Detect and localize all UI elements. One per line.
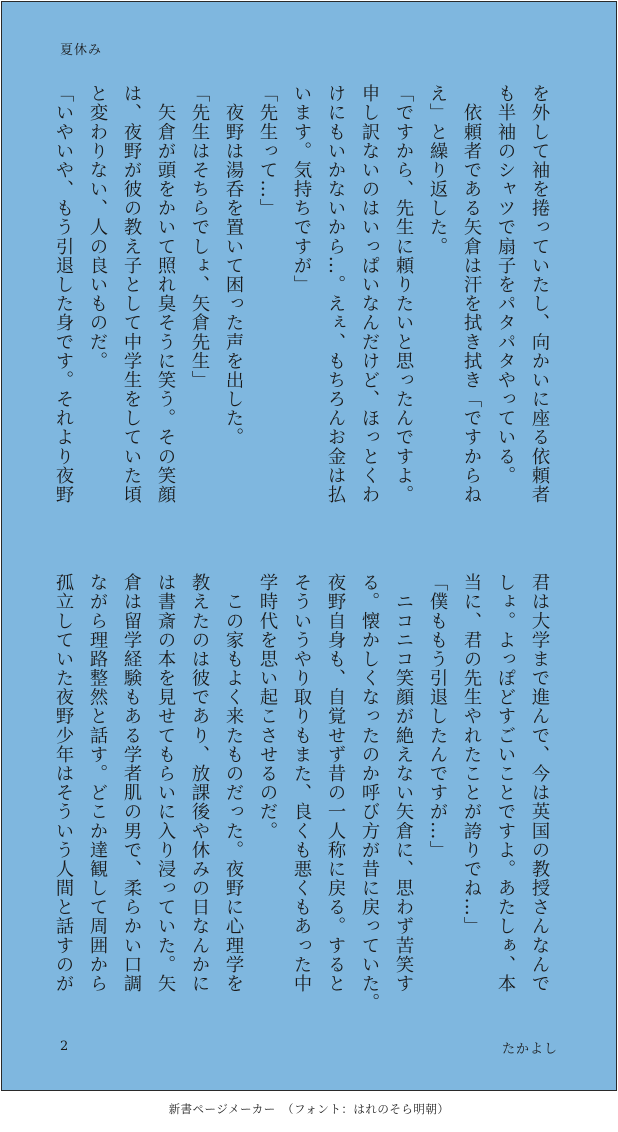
text-column: を外して袖を捲っていたし、向かいに座る依頼者 [529, 84, 550, 504]
page-number: 2 [60, 1039, 69, 1054]
text-column: しょ。よっぽどすごいことですよ。あたしぁ、本 [495, 573, 516, 993]
text-column: え」と繰り返した。 [427, 84, 448, 256]
text-column: 当に、君の先生やれたことが誇りでね…」 [461, 573, 482, 936]
text-column: 「僕ももう引退したんですが…」 [427, 573, 448, 860]
text-column: けにもいかないから…。えぇ、もちろんお金は払 [325, 84, 346, 504]
book-page [1, 1, 617, 1091]
text-column: 「ですから、先生に頼りたいと思ったんですよ。 [393, 84, 414, 504]
text-column: 「先生はそちらでしょ、矢倉先生」 [189, 84, 210, 390]
text-column: います。気持ちですが」 [291, 84, 312, 294]
text-column: 「いやいや、もう引退した身です。それより夜野 [53, 84, 74, 504]
text-column: ニコニコ笑顔が絶えない矢倉に、思わず苦笑す [393, 573, 414, 993]
text-column: は、夜野が彼の教え子として中学生をしていた頃 [121, 84, 142, 504]
text-column: 「先生って…」 [257, 84, 278, 218]
text-column: 教えたのは彼であり、放課後や休みの日なんかに [189, 573, 210, 993]
text-column: 倉は留学経験もある学者肌の男で、柔らかい口調 [121, 573, 142, 993]
text-column: この家もよく来たものだった。夜野に心理学を [223, 573, 244, 993]
generator-caption: 新書ページメーカー （フォント：はれのそら明朝） [168, 1102, 450, 1116]
text-column: 依頼者である矢倉は汗を拭き拭き「ですからね [461, 84, 482, 504]
author-name: たかよし [501, 1042, 558, 1057]
text-column: そういうやり取りもまた、良くも悪くもあった中 [291, 573, 312, 993]
text-column: 夜野は湯呑を置いて困った声を出した。 [223, 84, 244, 447]
text-column: 申し訳ないのはいっぱいなんだけど、ほっとくわ [359, 84, 380, 504]
text-column: 矢倉が頭をかいて照れ臭そうに笑う。その笑顔 [155, 84, 176, 504]
running-header: 夏休み [60, 43, 103, 58]
text-column: も半袖のシャツで扇子をパタパタやっている。 [495, 84, 516, 485]
text-column: 君は大学まで進んで、今は英国の教授さんなんで [529, 573, 550, 993]
text-column: は書斎の本を見せてもらいに入り浸っていた。矢 [155, 573, 176, 993]
text-column: と変わりない、人の良いものだ。 [87, 84, 108, 371]
text-column: 孤立していた夜野少年はそういう人間と話すのが [53, 573, 74, 993]
text-column: る。懐かしくなったのか呼び方が昔に戻っていた。 [359, 573, 380, 1013]
text-column: 夜野自身も、自覚せず昔の一人称に戻る。すると [325, 573, 346, 993]
text-column: 学時代を思い起こさせるのだ。 [257, 573, 278, 841]
text-column: ながら理路整然と話す。どこか達観して周囲から [87, 573, 108, 993]
